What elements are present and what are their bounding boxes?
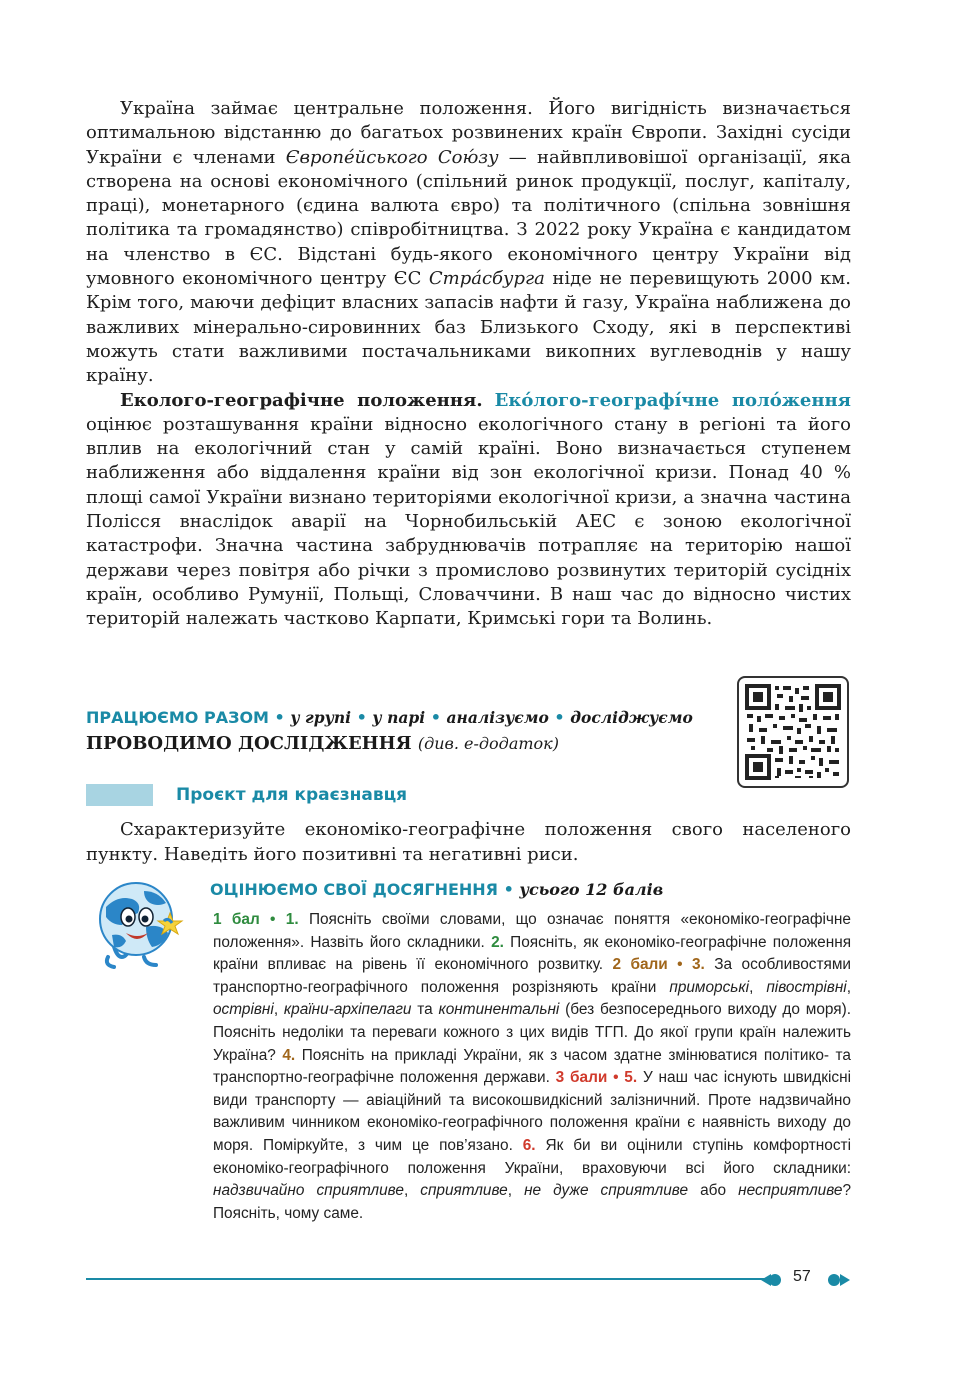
term-eu: Європе́йського Сою́зу <box>285 146 499 168</box>
project-title: Проєкт для краєзнавця <box>176 785 408 805</box>
type-continental: континентальні <box>438 1001 560 1019</box>
project-accent-bar <box>86 784 153 806</box>
research-title-line <box>86 733 726 754</box>
type-coastal: приморські <box>669 978 750 996</box>
question-6-a: Як би ви оцінили ступінь комфортності економіко-географічного положення України, враховуючи всі його складники: <box>213 1136 852 1177</box>
eco-heading: Еколого-географічне положення. <box>120 389 483 411</box>
question-4: Поясніть на прикладі України, як з часом здатне змінюватися політико- та транспортно-географічне положення держави. <box>213 1046 851 1087</box>
question-4-number: 4. <box>282 1046 296 1064</box>
option-unfavorable: несприятливе <box>738 1182 843 1200</box>
assessment-indented: 1 бал • 1. Поясніть своїми словами, що означає поняття «економіко-географічне положення». Назвіть його складники. 2. Поясніть, як економіко-географічне положення країни впливає на рівень її економічного розвитку. 2 бали • 3. За особливостями транспортно-географічного положення розрізняють країни приморські, півострівні, острівні, країни-архіпелаги та континентальні (без безпосереднього виходу до моря). Поясніть недоліки та переваги кожного з цих видів ТГП. До якої групи країн належить Україна? 4. Поясніть на прикладі України, як з часом здатне змінюватися політико- та транспортно-географічне положення держави. 3 бали • 5. У наш час існують швидкісні види транспорту — авіаційний та високошвидкісний залізничний. Проте надзвичайно важливим чинником економіко-географічного положення країни є наявність виходу до моря. Поміркуйте, з чим це пов’язано. 6. Як би ви оцінили ступінь комфортності економіко-географічного положення України, враховуючи всі його складники: надзвичайно сприятливе, сприятливе, не дуже сприятливе або несприятливе? Поясніть, чому саме. <box>213 911 852 1222</box>
type-island: острівні <box>213 1001 274 1019</box>
eco-term: Еко́лого-географі́чне поло́ження <box>494 389 851 411</box>
type-peninsular: півострівні <box>766 978 847 996</box>
level-1-label: 1 бал • 1. <box>213 911 299 928</box>
footer-ornament-left-icon <box>761 1270 785 1290</box>
footer-rule <box>86 1278 766 1280</box>
mode-research: досліджуємо <box>570 708 693 727</box>
question-2-number: 2. <box>491 933 504 951</box>
question-6-b: ? Поясніть, чому саме. <box>213 1182 852 1222</box>
question-5: У наш час існують швидкісні види транспорту — авіаційний та високошвидкісний залізничний. Проте надзвичайно важливим чинником економіко-географічного положення країни є наявність виходу до моря. Поміркуйте, з чим це пов’язано. <box>213 1069 852 1154</box>
question-1: Поясніть своїми словами, що означає поняття «економіко-географічне положення». Назвіть його складники. <box>213 911 851 951</box>
option-not-very-favorable: не дуже сприятливе <box>524 1182 689 1200</box>
qr-code-icon[interactable] <box>737 676 849 788</box>
assessment-total: усього 12 балів <box>519 880 664 899</box>
p1-text-b: — найвпливовішої організації, яка створена на основі економічного (спільний ринок продукції, послуг, капіталу, праці), монетарного (єдина валюта євро) та політичного (спільна зовнішня політика та громадянство) співробітництва. З 2022 року Україна є кандидатом на членство в ЄС. Відстані будь-якого економічного центру України від умовного економічного центру ЄС <box>86 146 851 290</box>
conj-or: або <box>700 1182 727 1200</box>
term-strasbourg: Стра́сбурга <box>428 268 545 290</box>
footer-ornament-right-icon <box>822 1270 850 1290</box>
mode-analyze: аналізуємо <box>446 708 549 727</box>
p1-text: Україна займає центральне положення. Його вигідність визначається оптимальною відстанню до багатьох розвинених країн Європи. Західні сусіди України є членами <box>86 98 851 168</box>
eco-text: оцінює розташування країни відносно екологічного стану в регіоні та його вплив на екологічний стан у самій країні. Воно визначається ступенем наближення або віддалення країни від зон екологічної кризи. Понад 40 % площі самої України визнано територіями екологічної кризи, а значна частина Полісся внаслідок аварії на Чорнобильській АЕС є зоною екологічної катастрофи. Значна частина забруднювачів потрапляє на територію нашої держави через повітря або річки з промислово розвинутих територій сусідніх країн, особливо Румунії, Польщі, Словаччини. В наш час до відносно чистих територій належать частково Карпати, Кримські гори та Волинь. <box>86 413 851 630</box>
question-3-b: (без безпосереднього виходу до моря). Поясніть недоліки та переваги кожного з цих видів ТГП. До якої групи країн належить Україна? <box>213 1001 852 1064</box>
level-3-label: 3 бали • 5. <box>555 1069 638 1087</box>
project-text-block <box>86 817 851 867</box>
assessment-header: ОЦІНЮЄМО СВОЇ ДОСЯГНЕННЯ • усього 12 балів <box>210 880 664 899</box>
page-number: 57 <box>793 1268 811 1285</box>
question-2: Поясніть, як економіко-географічне положення країни впливає на рівень її економічного розвитку. <box>213 933 852 974</box>
paragraph-eco <box>86 389 851 632</box>
research-title: ПРОВОДИМО ДОСЛІДЖЕННЯ <box>86 733 412 754</box>
work-modes-line: ПРАЦЮЄМО РАЗОМ • у групі • у парі • аналізуємо • досліджуємо <box>86 708 693 727</box>
e-appendix-note: (див. е-додаток) <box>417 734 559 753</box>
project-text: Схарактеризуйте економіко-географічне положення свого населеного пункту. Наведіть його позитивні та негативні риси. <box>86 819 851 865</box>
option-very-favorable: надзвичайно сприятливе <box>213 1182 404 1200</box>
conj-and: та <box>417 1001 433 1019</box>
assessment-title: ОЦІНЮЄМО СВОЇ ДОСЯГНЕННЯ <box>210 880 498 899</box>
main-text <box>86 97 851 632</box>
level-2-label: 2 бали • 3. <box>612 956 705 974</box>
mode-pair: у парі <box>372 708 426 727</box>
option-favorable: сприятливе <box>420 1182 508 1200</box>
question-3-a: За особливостями транспортно-географічного положення розрізняють країни <box>213 956 852 996</box>
p1-text-c: ніде не перевищують 2000 км. Крім того, маючи дефіцит власних запасів нафти й газу, Україна наближена до важливих мінерально-сировинних баз Близького Сходу, які в перспективі можуть стати важливими постачальниками викопних вуглеводнів у нашу країну. <box>86 268 851 387</box>
assessment-tasks <box>86 909 851 1225</box>
mode-group: у групі <box>290 708 352 727</box>
work-together-header <box>86 708 726 754</box>
paragraph-position <box>86 97 851 389</box>
question-6-number: 6. <box>522 1136 536 1154</box>
type-archipelago: країни-архіпелаги <box>283 1001 412 1019</box>
work-label: ПРАЦЮЄМО РАЗОМ <box>86 708 269 727</box>
